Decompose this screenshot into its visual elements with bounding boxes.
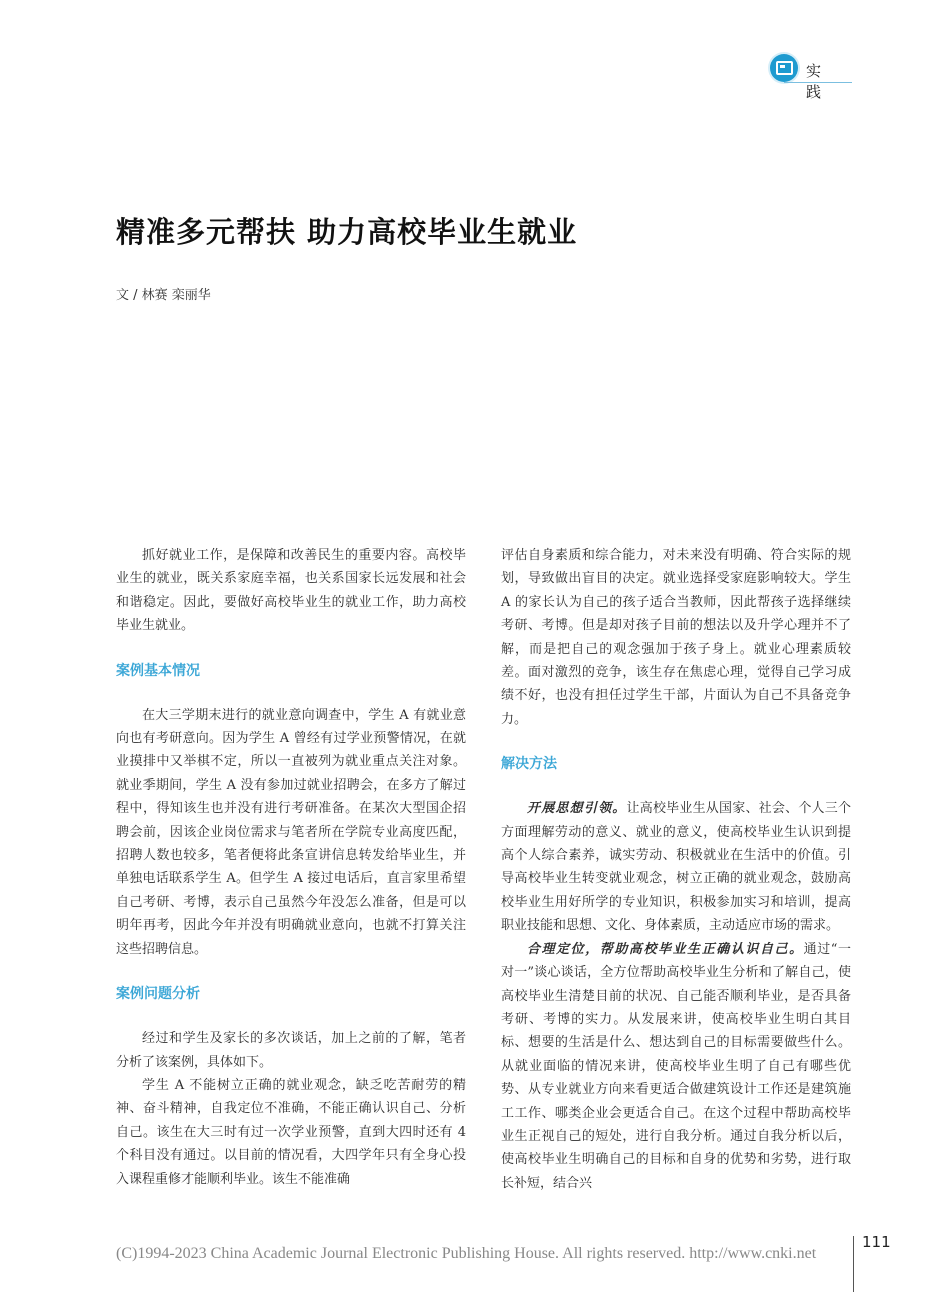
- solution-2-text: 通过“一对一”谈心谈话，全方位帮助高校毕业生分析和了解自己，使高校毕业生清楚目前的状况、自己能否顺利毕业，是否具备考研、考博的实力。从发展来讲，使高校毕业生明白其目标、想要的生活是什么、想达到自己的目标需要做些什么。从就业面临的情况来讲，使高校毕业生明了自己有哪些优势、从专业就业方向来看更适合做建筑设计工作还是建筑施工工作、哪类企业会更适合自己。在这个过程中帮助高校毕业生正视自己的短处，进行自我分析。通过自我分析以后，使高校毕业生明确自己的目标和自身的优势和劣势，进行取长补短，结合兴: [501, 941, 851, 1191]
- page-number: 111: [862, 1233, 891, 1251]
- heading-case-analysis: 案例问题分析: [116, 986, 200, 1003]
- article-byline: 文 / 林赛 栾丽华: [116, 288, 211, 303]
- continued-paragraph: 评估自身素质和综合能力，对未来没有明确、符合实际的规划，导致做出盲目的决定。就业选择受家庭影响较大。学生 A 的家长认为自己的孩子适合当教师，因此帮孩子选择继续考研、考博。但是却对孩子目前的想法以及升学心理并不了解，而是把自己的观念强加于孩子身上。就业心理素质较差。面对激烈的竞争，该生存在焦虑心理，觉得自己学习成绩不好，也没有担任过学生干部，片面认为自己不具备竞争力。: [501, 548, 851, 727]
- page-number-rule: [853, 1236, 854, 1292]
- solution-2-lead: 合理定位，帮助高校毕业生正确认识自己。: [527, 941, 804, 957]
- article-title: 精准多元帮扶 助力高校毕业生就业: [116, 215, 578, 249]
- solution-paragraph-1: [501, 797, 851, 937]
- solution-1-text: 让高校毕业生从国家、社会、个人三个方面理解劳动的意义、就业的意义，使高校毕业生认识到提高个人综合素养，诚实劳动、积极就业在生活中的价值。引导高校毕业生转变就业观念，树立正确的就业观念，鼓励高校毕业生用好所学的专业知识，积极参加实习和培训，提高职业技能和思想、文化、身体素质，主动适应市场的需求。: [501, 801, 851, 934]
- section-underline: [784, 82, 852, 83]
- left-column: [116, 544, 466, 1191]
- solution-paragraph-2: [501, 938, 851, 1195]
- monitor-icon: [770, 54, 798, 82]
- copyright-footer: (C)1994-2023 China Academic Journal Electronic Publishing House. All rights reserved. http://www.cnki.net: [116, 1245, 817, 1262]
- intro-paragraph: 抓好就业工作，是保障和改善民生的重要内容。高校毕业生的就业，既关系家庭幸福，也关系国家长远发展和社会和谐稳定。因此，要做好高校毕业生的就业工作，助力高校毕业生就业。: [116, 548, 466, 634]
- heading-solutions: 解决方法: [501, 756, 557, 773]
- solution-1-lead: 开展思想引领。: [527, 801, 627, 817]
- analysis-paragraph-2: 学生 A 不能树立正确的就业观念，缺乏吃苦耐劳的精神、奋斗精神，自我定位不准确，不能正确认识自己、分析自己。该生在大三时有过一次学业预警，直到大四时还有 4 个科目没有通过。以目前的情况看，大四学年只有全身心投入课程重修才能顺利毕业。该生不能准确: [116, 1077, 466, 1187]
- section-tag: [770, 54, 852, 101]
- section-label: 实 践: [806, 62, 828, 101]
- heading-case-overview: 案例基本情况: [116, 662, 200, 679]
- right-column: [501, 544, 851, 1195]
- analysis-paragraph-1: 经过和学生及家长的多次谈话，加上之前的了解，笔者分析了该案例，具体如下。: [116, 1031, 466, 1070]
- case-paragraph: 在大三学期末进行的就业意向调查中，学生 A 有就业意向也有考研意向。因为学生 A 曾经有过学业预警情况，在就业摸排中又举棋不定，所以一直被列为就业重点关注对象。就业季期间，学生 A 没有参加过就业招聘会，在多方了解过程中，得知该生也并没有进行考研准备。在某次大型国企招聘会前，因该企业岗位需求与笔者所在学院专业高度匹配，招聘人数也较多，笔者便将此条宣讲信息转发给毕业生，并单独电话联系学生 A。但学生 A 接过电话后，直言家里希望自己考研、考博，表示自己虽然今年没怎么准备，但是可以明年再考，因此今年并没有明确就业意向，也就不打算关注这些招聘信息。: [116, 707, 466, 957]
